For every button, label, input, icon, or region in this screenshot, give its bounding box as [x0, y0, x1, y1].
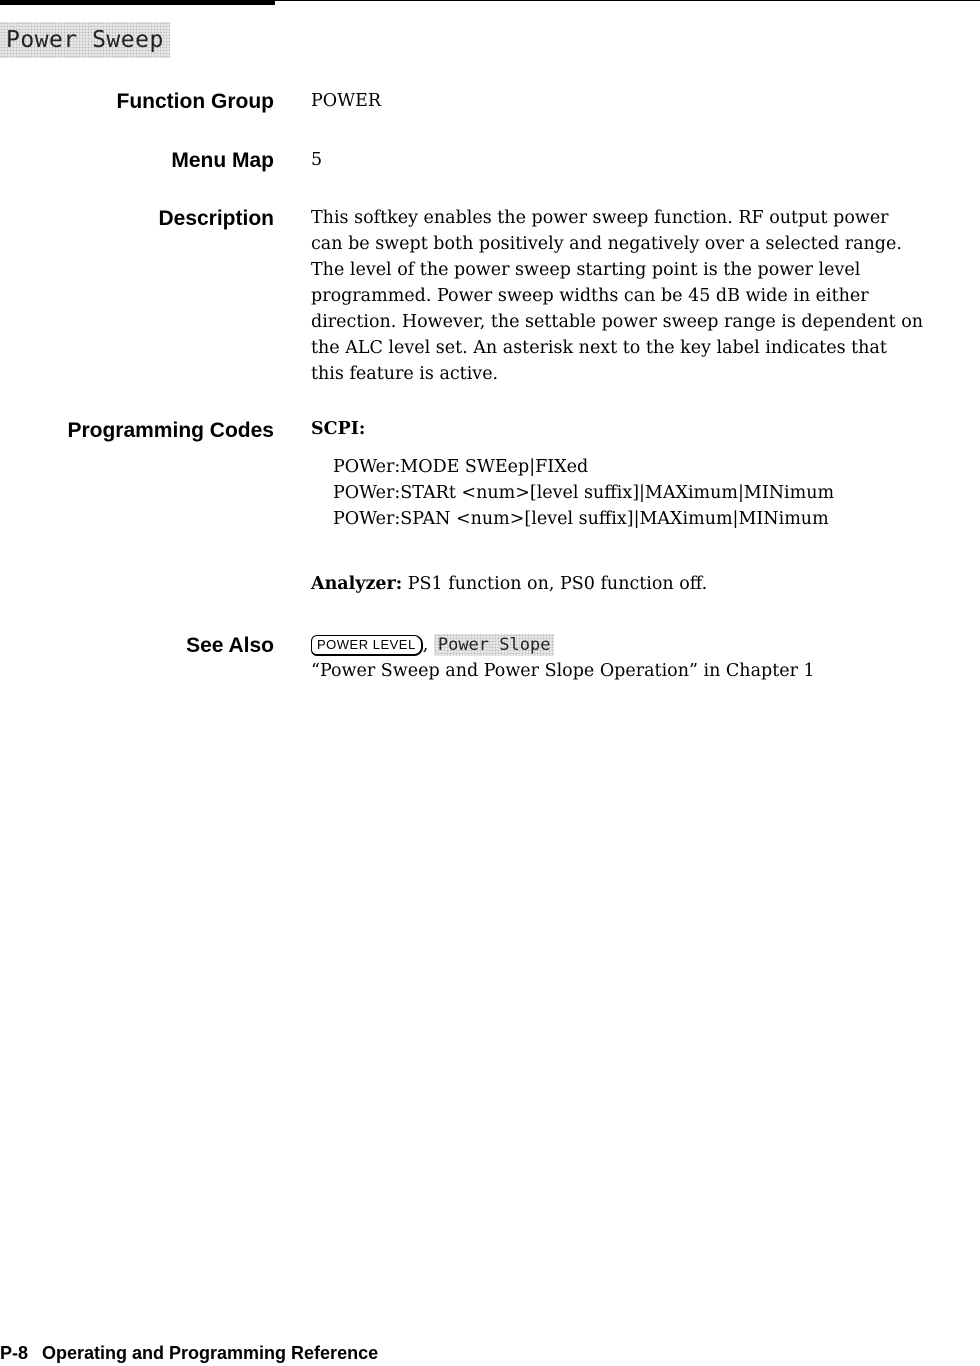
header-rule-thin [275, 0, 980, 1]
function-group-value: POWER [311, 91, 382, 111]
function-group-label: Function Group [116, 90, 274, 113]
description-line: The level of the power sweep starting point is the power level [311, 260, 861, 280]
manual-section-title: Operating and Programming Reference [42, 1343, 379, 1363]
menu-map-label: Menu Map [171, 149, 274, 172]
see-also-separator: , [422, 635, 434, 655]
analyzer-heading: Analyzer: [311, 574, 403, 594]
scpi-command-line: POWer:SPAN <num>[level suffix]|MAXimum|MINimum [333, 509, 829, 529]
see-also-label: See Also [186, 634, 274, 657]
programming-codes-label: Programming Codes [67, 419, 274, 442]
description-line: This softkey enables the power sweep function. RF output power [311, 208, 889, 228]
description-label: Description [158, 207, 274, 230]
scpi-command-line: POWer:MODE SWEep|FIXed [333, 457, 589, 477]
power-level-hardkey: POWER LEVEL [311, 635, 423, 656]
page-title-softkey: Power Sweep [0, 22, 170, 58]
header-rule-thick [0, 0, 275, 5]
description-line: this feature is active. [311, 364, 499, 384]
analyzer-codes [311, 571, 707, 597]
power-slope-softkey: Power Slope [434, 634, 555, 656]
description-line: direction. However, the settable power sweep range is dependent on [311, 312, 923, 332]
page-footer [0, 1343, 378, 1364]
description-line: programmed. Power sweep widths can be 45 dB wide in either [311, 286, 869, 306]
see-also-reference: “Power Sweep and Power Slope Operation” in Chapter 1 [311, 661, 815, 681]
description-line: can be swept both positively and negatively over a selected range. [311, 234, 902, 254]
scpi-heading: SCPI: [311, 419, 366, 439]
menu-map-value: 5 [311, 150, 323, 170]
description-text [311, 205, 923, 387]
scpi-commands [333, 454, 834, 532]
analyzer-text: PS1 function on, PS0 function off. [402, 574, 708, 594]
description-line: the ALC level set. An asterisk next to the key label indicates that [311, 338, 887, 358]
scpi-command-line: POWer:STARt <num>[level suffix]|MAXimum|MINimum [333, 483, 835, 503]
see-also-links [311, 632, 554, 658]
page-number: P-8 [0, 1343, 29, 1363]
